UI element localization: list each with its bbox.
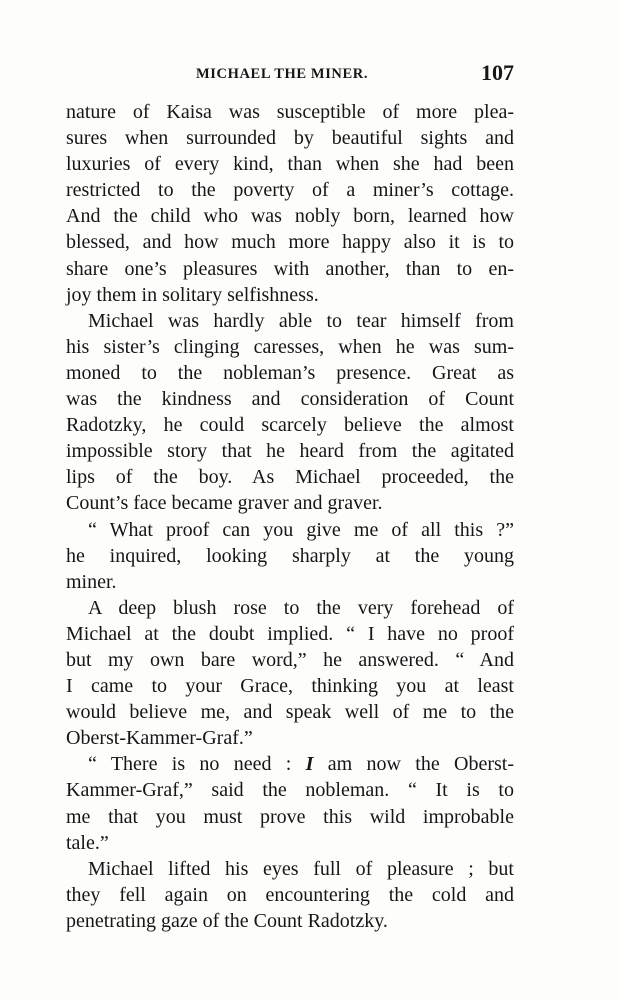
text-segment: “ There is no need : [88, 753, 292, 776]
running-title: MICHAEL THE MINER. [196, 66, 369, 82]
text-line: share one’s pleasures with another, than to en- [66, 257, 514, 280]
text-line: sures when surrounded by beautiful sights and [66, 127, 514, 150]
page-number: 107 [481, 60, 514, 85]
italic-word: I [305, 753, 314, 776]
text-line: penetrating gaze of the Count Radotzky. [66, 909, 388, 932]
text-line: miner. [66, 570, 117, 593]
text-line: And the child who was nobly born, learned how [66, 205, 514, 228]
page-header [60, 60, 518, 94]
text-line: Michael was hardly able to tear himself from [88, 309, 514, 332]
text-line: luxuries of every kind, than when she had been [66, 153, 514, 176]
text-line: lips of the boy. As Michael proceeded, the [66, 466, 514, 489]
text-line: tale.” [66, 831, 109, 854]
text-line: Oberst-Kammer-Graf.” [66, 727, 253, 750]
text-line: but my own bare word,” he answered. “ And [66, 648, 514, 671]
text-line: A deep blush rose to the very forehead of [88, 596, 514, 619]
text-line: his sister’s clinging caresses, when he was sum- [66, 335, 514, 358]
text-line: Kammer-Graf,” said the nobleman. “ It is to [66, 779, 514, 802]
text-line: “ What proof can you give me of all this ?” [88, 518, 514, 541]
text-segment: am now the Oberst- [327, 753, 515, 776]
text-line: he inquired, looking sharply at the young [66, 544, 514, 567]
text-line: nature of Kaisa was susceptible of more plea- [66, 101, 514, 123]
text-line: Radotzky, he could scarcely believe the almost [66, 414, 514, 437]
text-line: Count’s face became graver and graver. [66, 492, 383, 515]
text-line: restricted to the poverty of a miner’s cottage. [66, 179, 514, 202]
text-line: Michael at the doubt implied. “ I have no proof [66, 622, 514, 645]
text-line: would believe me, and speak well of me to the [66, 701, 514, 724]
text-line: blessed, and how much more happy also it is to [66, 231, 514, 254]
text-line: they fell again on encountering the cold and [66, 883, 514, 906]
text-line: impossible story that he heard from the agitated [66, 440, 514, 463]
text-line [66, 751, 514, 777]
body-text [66, 99, 514, 934]
text-line: I came to your Grace, thinking you at least [66, 675, 514, 698]
text-line: me that you must prove this wild improbable [66, 805, 514, 828]
text-line: was the kindness and consideration of Count [66, 388, 514, 411]
text-line: moned to the nobleman’s presence. Great as [66, 361, 514, 384]
text-line: Michael lifted his eyes full of pleasure ; but [88, 857, 514, 880]
text-line: joy them in solitary selfishness. [66, 283, 319, 306]
